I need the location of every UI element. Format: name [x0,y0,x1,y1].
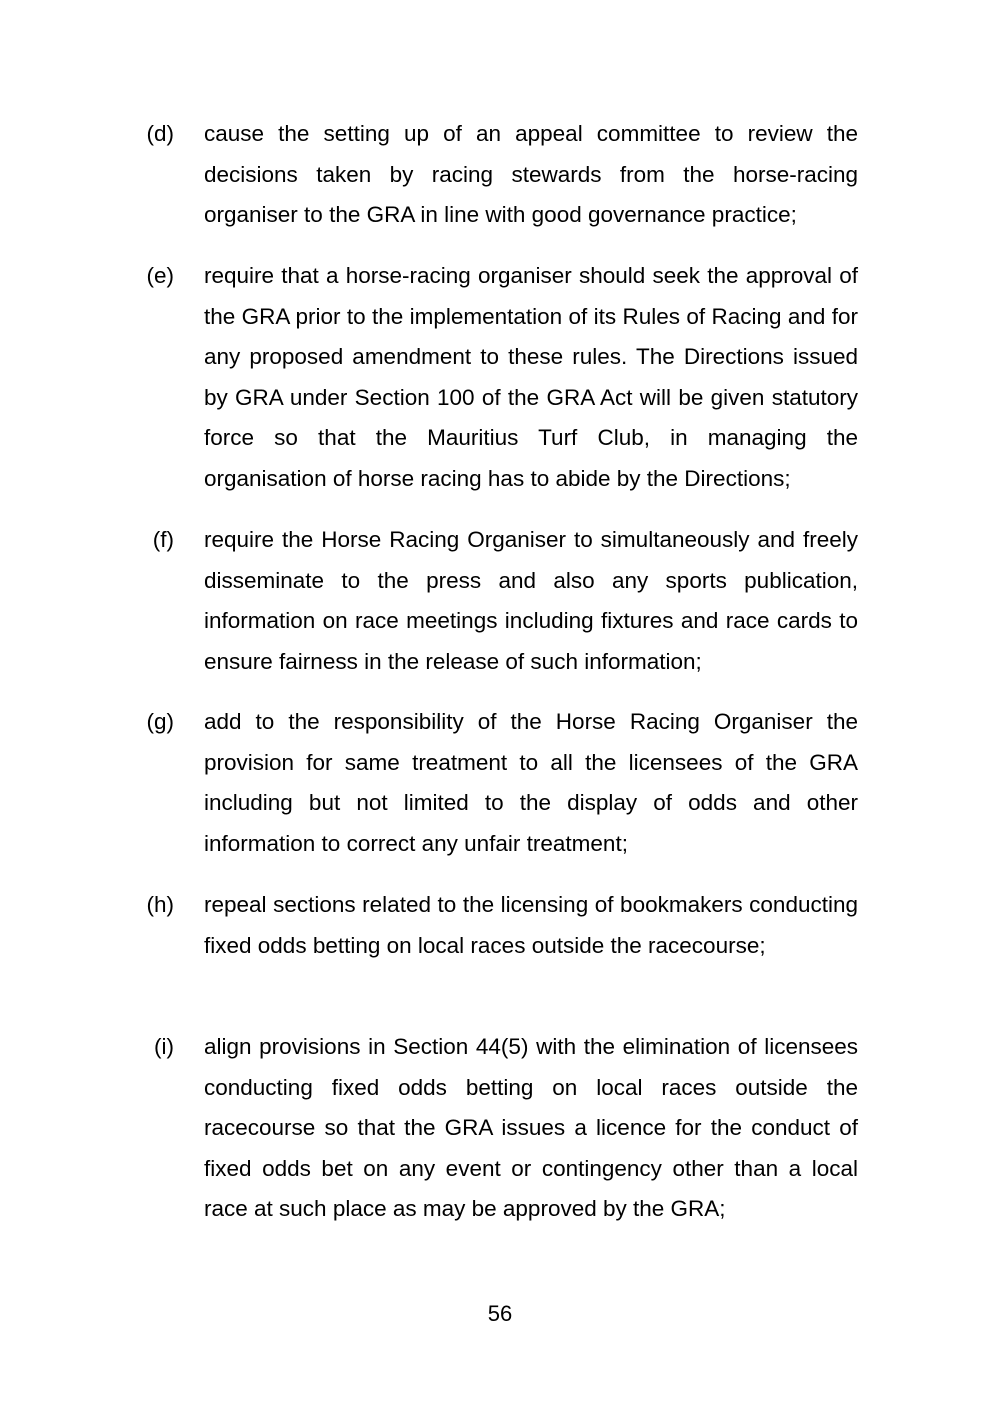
item-text: cause the setting up of an appeal committee to review the decisions taken by racing stewards from the horse-racing organiser to the GRA in line with good governance practice; [204,121,858,228]
page-number: 56 [487,1301,513,1326]
item-label: (g) [146,709,174,734]
item-text: align provisions in Section 44(5) with the elimination of licensees conducting fixed odds betting on local races outside the racecourse so that the GRA issues a licence for the conduct of fixed odds bet on any event or contingency other than a local race at such place as may be approved by the GRA; [204,1034,858,1222]
item-label: (i) [154,1034,174,1059]
item-text: add to the responsibility of the Horse Racing Organiser the provision for same treatment to all the licensees of the GRA including but not limited to the display of odds and other information to correct any unfair treatment; [204,709,858,856]
item-label: (f) [152,527,174,552]
item-text: require that a horse-racing organiser should seek the approval of the GRA prior to the implementation of its Rules of Racing and for any proposed amendment to these rules. The Directions issued by GRA under Section 100 of the GRA Act will be given statutory force so that the Mauritius Turf Club, in managing the organisation of horse racing has to abide by the Directions; [204,263,858,491]
item-text: repeal sections related to the licensing of bookmakers conducting fixed odds betting on local races outside the racecourse; [204,892,858,958]
item-label: (h) [146,892,174,917]
item-label: (e) [146,263,174,288]
item-text: require the Horse Racing Organiser to simultaneously and freely disseminate to the press and also any sports publication, information on race meetings including fixtures and race cards to ensure fairness in the release of such information; [204,527,858,674]
item-label: (d) [146,121,174,146]
